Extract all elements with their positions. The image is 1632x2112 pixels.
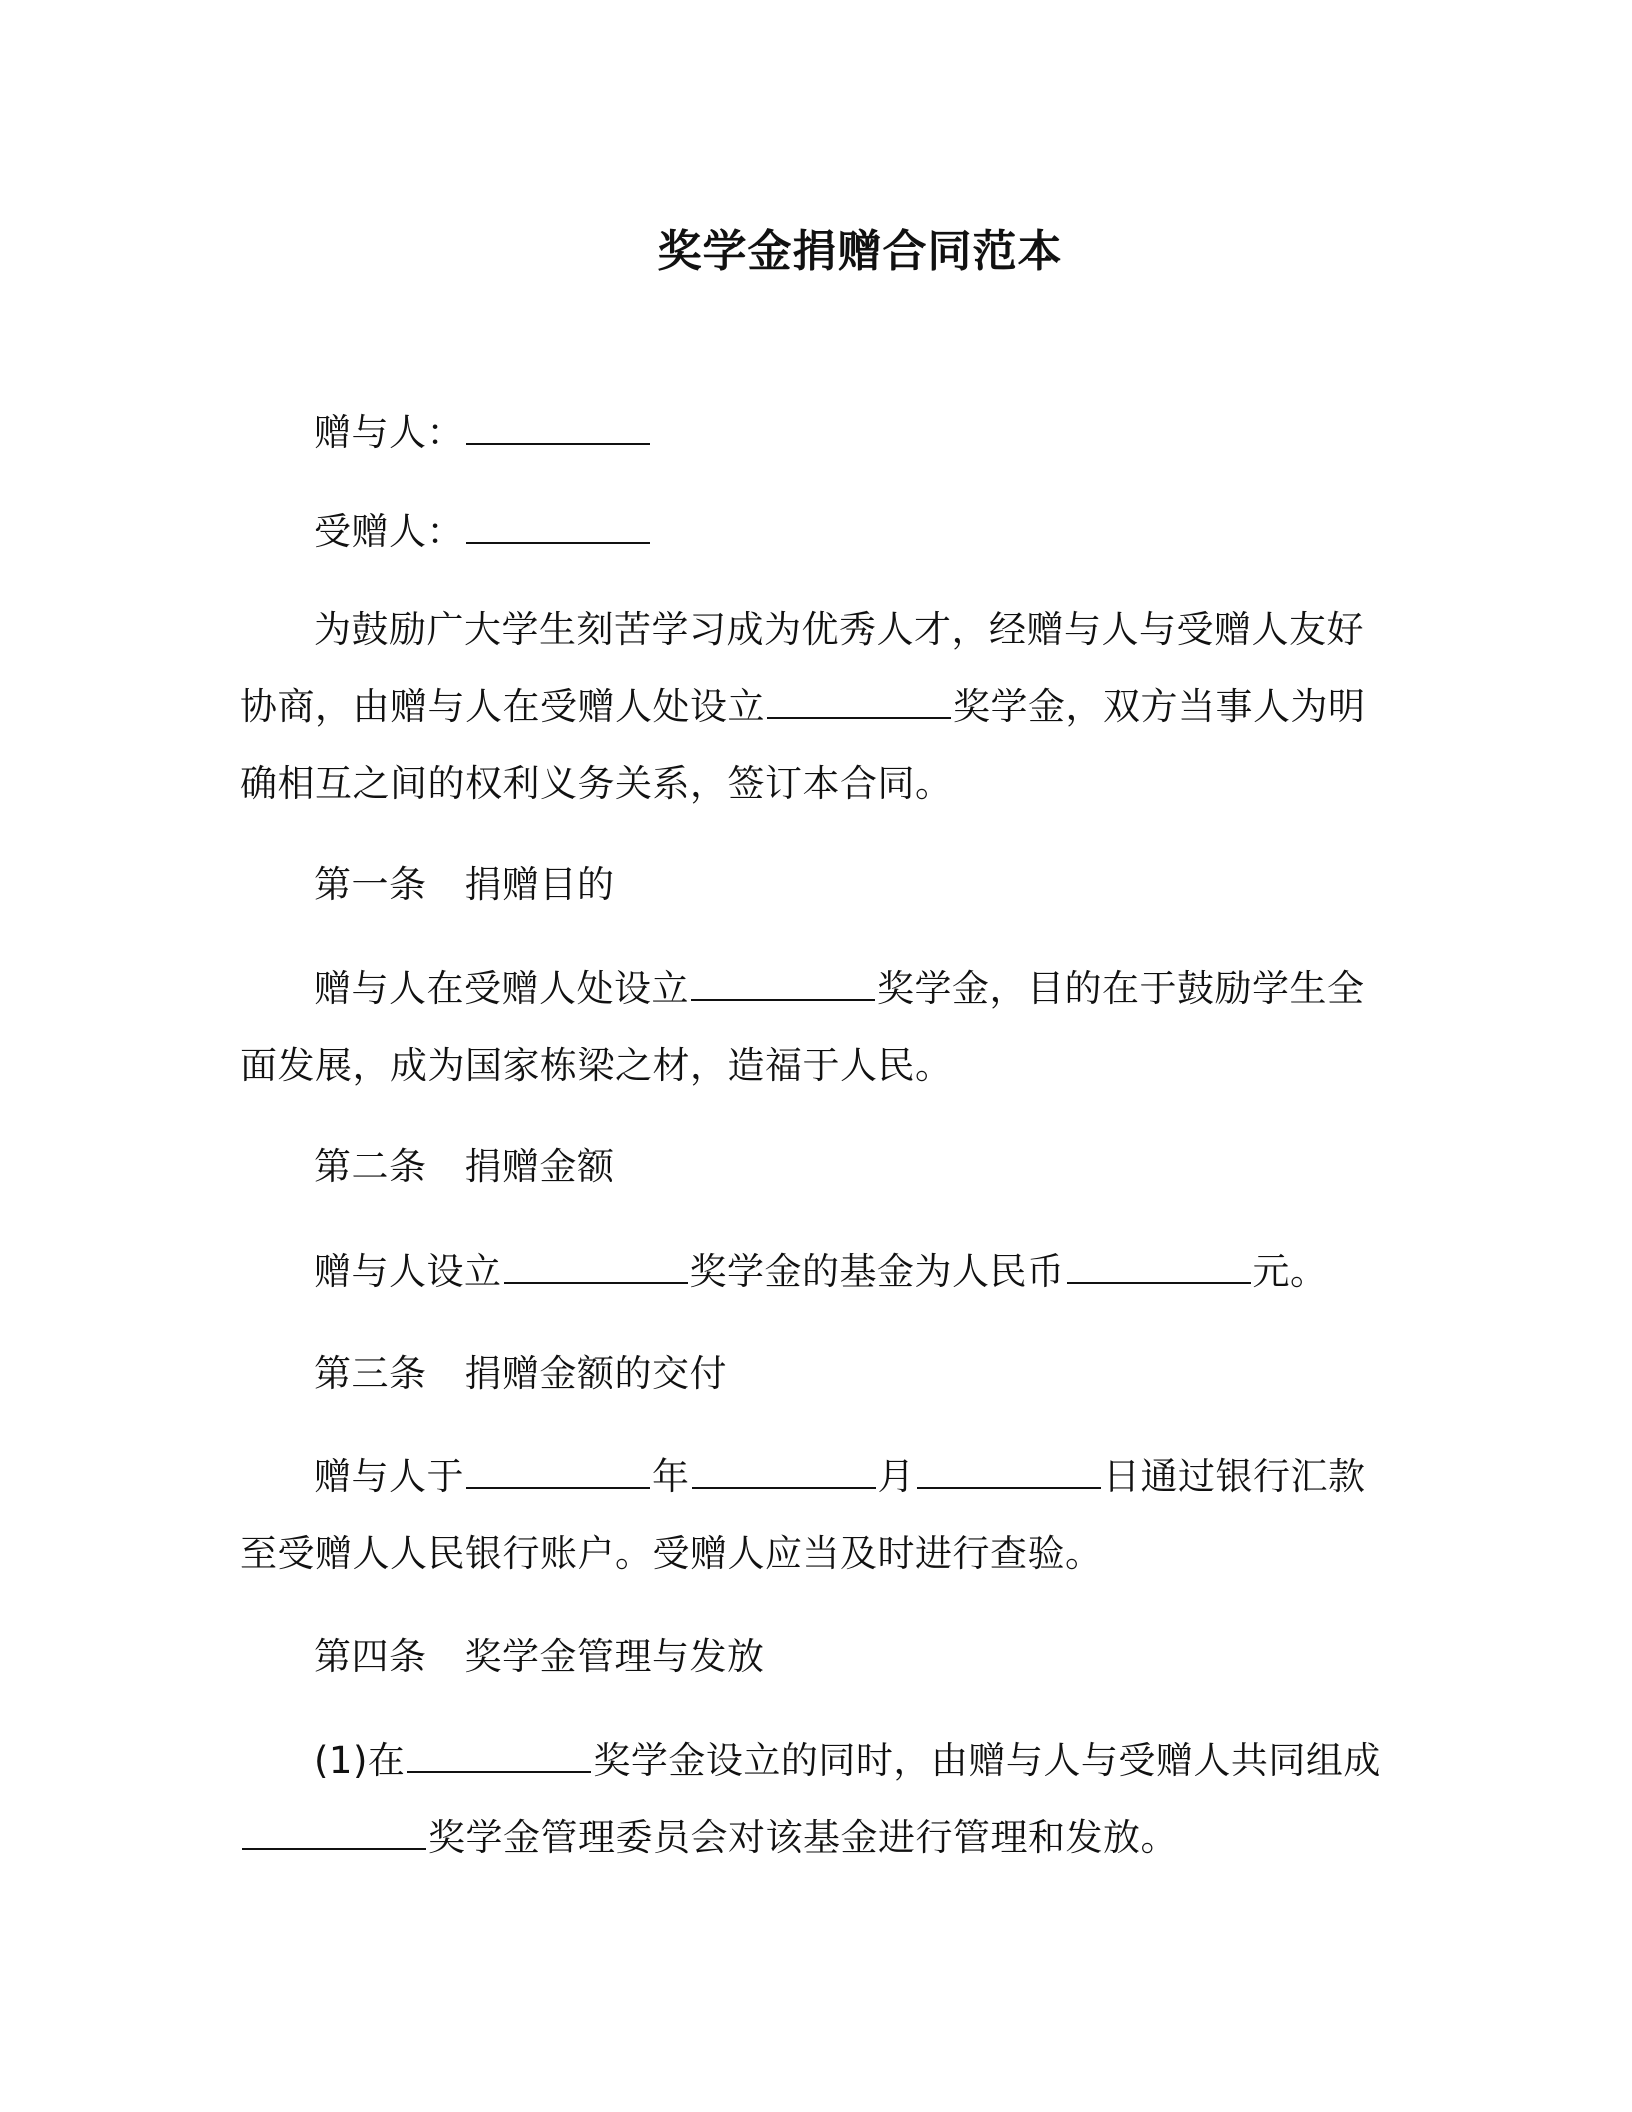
donor-blank[interactable] [466,413,650,445]
article-1-blank[interactable] [691,969,875,1001]
article-2-amount-blank[interactable] [1067,1252,1251,1284]
article-4-text-1b: 奖学金设立的同时，由赠与人与受赠人共同组成 [593,1739,1381,1782]
preamble-paragraph [240,591,1366,822]
article-1-heading [240,846,1360,923]
article-2-text-1c: 元。 [1252,1250,1328,1293]
article-4-scholarship-blank[interactable] [407,1741,591,1773]
preamble-line-3 [240,745,1360,822]
day-blank[interactable] [917,1457,1101,1489]
article-3-text-1d: 日通过银行汇款 [1103,1455,1366,1498]
article-4-number: 第四条 [314,1635,427,1678]
article-3-month-label: 月 [877,1455,915,1498]
article-2-body [240,1233,1360,1310]
article-3-year-label: 年 [652,1455,690,1498]
preamble-line-2 [240,668,1366,745]
article-3-line-2 [240,1515,1360,1592]
article-3-body [240,1438,1366,1592]
article-1-number: 第一条 [314,863,427,906]
article-1-text-2: 面发展，成为国家栋梁之材，造福于人民。 [240,1044,953,1087]
article-1-line-1 [240,950,1365,1027]
month-blank[interactable] [692,1457,876,1489]
year-blank[interactable] [466,1457,650,1489]
article-2-line-1 [240,1233,1360,1310]
article-4-title: 奖学金管理与发放 [464,1635,765,1678]
article-1-heading-line [240,846,1360,923]
preamble-text-3: 确相互之间的权利义务关系，签订本合同。 [240,762,953,805]
committee-name-blank[interactable] [242,1818,426,1850]
article-2-heading-line [240,1128,1360,1205]
article-2-number: 第二条 [314,1145,427,1188]
article-4-heading-line [240,1618,1360,1695]
article-4-text-2: 奖学金管理委员会对该基金进行管理和发放。 [428,1816,1178,1859]
article-4-line-1 [240,1722,1381,1799]
article-2-heading [240,1128,1360,1205]
article-1-body [240,950,1365,1104]
article-3-heading [240,1335,1360,1412]
scholarship-name-blank[interactable] [767,687,951,719]
recipient-line [240,493,1360,570]
recipient-blank[interactable] [466,512,650,544]
article-2-text-1b: 奖学金的基金为人民币 [689,1250,1065,1293]
article-3-heading-line [240,1335,1360,1412]
preamble-text-2b: 奖学金，双方当事人为明 [953,685,1366,728]
preamble-text-2a: 协商，由赠与人在受赠人处设立 [240,685,765,728]
article-1-text-1b: 奖学金，目的在于鼓励学生全 [877,967,1365,1010]
article-3-line-1 [240,1438,1366,1515]
article-3-title: 捐赠金额的交付 [464,1352,727,1395]
document-title: 奖学金捐赠合同范本 [657,226,1063,277]
donor-line [240,394,1360,471]
article-1-title: 捐赠目的 [464,863,615,906]
article-3-text-1a: 赠与人于 [314,1455,464,1498]
article-4-line-2 [240,1799,1360,1876]
recipient-label: 受赠人： [314,510,464,553]
article-3-text-2: 至受赠人人民银行账户。受赠人应当及时进行查验。 [240,1532,1103,1575]
article-4-body [240,1722,1381,1876]
article-2-text-1a: 赠与人设立 [314,1250,502,1293]
donor-label: 赠与人： [314,411,464,454]
article-1-line-2 [240,1027,1360,1104]
article-4-heading [240,1618,1360,1695]
recipient-section [240,493,1360,570]
preamble-line-1 [240,591,1364,668]
article-3-number: 第三条 [314,1352,427,1395]
article-2-title: 捐赠金额 [464,1145,615,1188]
article-1-text-1a: 赠与人在受赠人处设立 [314,967,689,1010]
preamble-text-1: 为鼓励广大学生刻苦学习成为优秀人才，经赠与人与受赠人友好 [314,608,1364,651]
parties-section [240,394,1360,471]
article-4-text-1a: (1)在 [314,1739,406,1782]
article-2-scholarship-blank[interactable] [504,1252,688,1284]
